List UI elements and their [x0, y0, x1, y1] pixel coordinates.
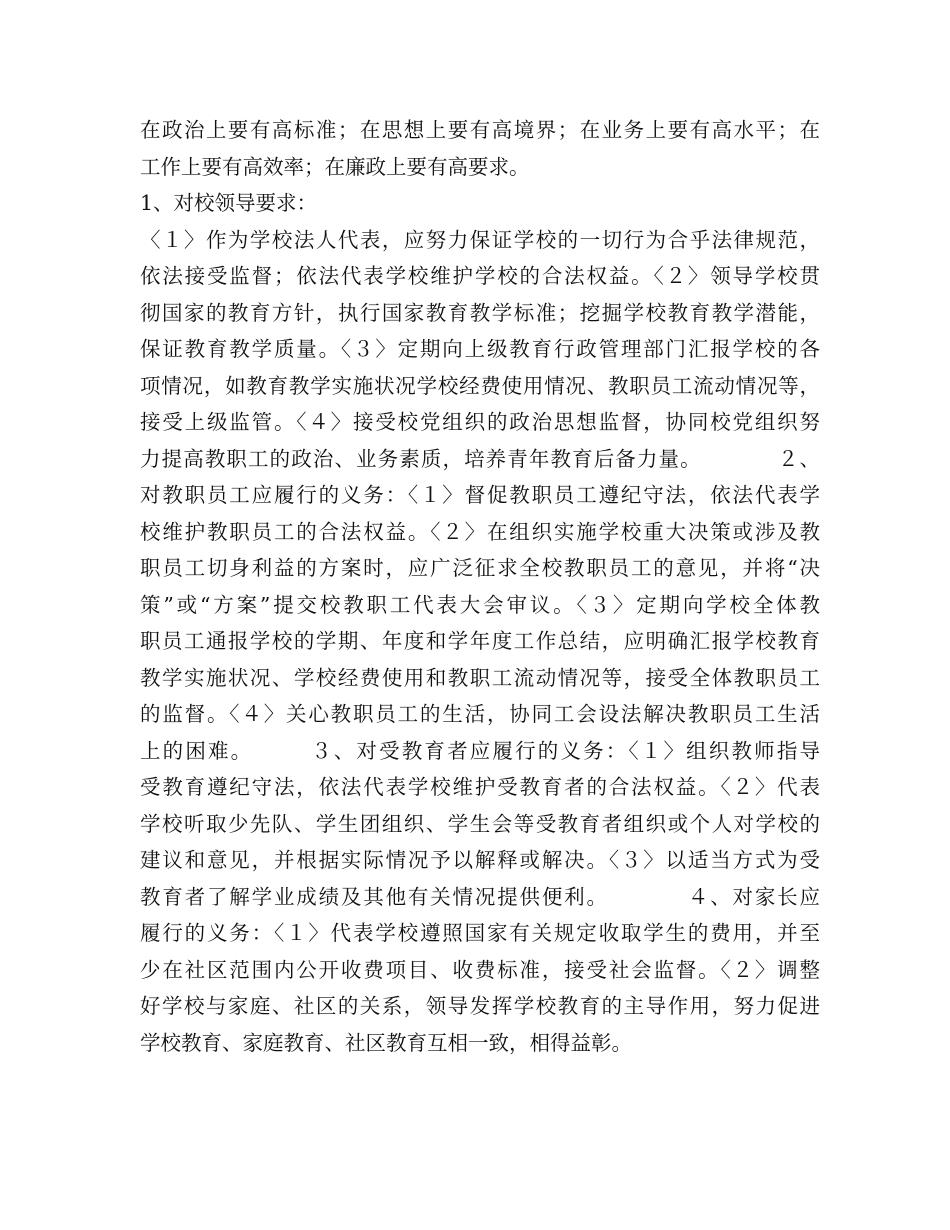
text-line-1: 在政治上要有高标准；在思想上要有高境界；在业务上要有高水平；在 [140, 118, 820, 142]
text-line-6: 彻国家的教育方针，执行国家教育教学标准；挖掘学校教育教学潜能， [140, 300, 820, 325]
text-line-2: 工作上要有高效率；在廉政上要有高要求。 [140, 154, 530, 179]
text-line-13: 职员工切身利益的方案时，应广泛征求全校教职员工的意见，并将“决 [140, 556, 820, 580]
text-line-26: 学校教育、家庭教育、社区教育互相一致，相得益彰。 [140, 1030, 632, 1055]
text-line-19: 受教育遵纪守法，依法代表学校维护受教育者的合法权益。〈２〉代表 [140, 775, 820, 799]
text-line-3: 1、对校领导要求： [140, 191, 318, 215]
text-line-11: 对教职员工应履行的义务：〈１〉督促教职员工遵纪守法，依法代表学 [140, 483, 820, 507]
text-line-18: 上的困难。 ３、对受教育者应履行的义务：〈１〉组织教师指导 [140, 738, 820, 763]
text-line-22: 教育者了解学业成绩及其他有关情况提供便利。 ４、对家长应 [140, 884, 820, 909]
text-line-20: 学校听取少先队、学生团组织、学生会等受教育者组织或个人对学校的 [140, 811, 820, 836]
text-line-17: 的监督。〈４〉关心教职员工的生活，协同工会设法解决教职员工生活 [140, 702, 820, 726]
text-line-24: 少在社区范围内公开收费项目、收费标准，接受社会监督。〈２〉调整 [140, 957, 820, 982]
text-line-21: 建议和意见，并根据实际情况予以解释或解决。〈３〉以适当方式为受 [140, 848, 820, 872]
text-line-7: 保证教育教学质量。〈３〉定期向上级教育行政管理部门汇报学校的各 [140, 337, 820, 361]
text-line-10: 力提高教职工的政治、业务素质，培养青年教育后备力量。 ２、 [140, 446, 820, 471]
text-line-9: 接受上级监管。〈４〉接受校党组织的政治思想监督，协同校党组织努 [140, 410, 820, 434]
text-line-5: 依法接受监督；依法代表学校维护学校的合法权益。〈２〉领导学校贯 [140, 264, 820, 288]
text-line-23: 履行的义务：〈１〉代表学校遵照国家有关规定收取学生的费用，并至 [140, 921, 820, 945]
text-line-12: 校维护教职员工的合法权益。〈２〉在组织实施学校重大决策或涉及教 [140, 519, 820, 544]
text-line-8: 项情况，如教育教学实施状况学校经费使用情况、教职员工流动情况等， [140, 373, 820, 398]
text-line-16: 教学实施状况、学校经费使用和教职工流动情况等，接受全体教职员工 [140, 665, 820, 690]
text-line-15: 职员工通报学校的学期、年度和学年度工作总结，应明确汇报学校教育 [140, 629, 820, 653]
text-line-25: 好学校与家庭、社区的关系，领导发挥学校教育的主导作用，努力促进 [140, 994, 820, 1018]
text-line-4: 〈１〉作为学校法人代表，应努力保证学校的一切行为合乎法律规范， [140, 227, 820, 252]
text-line-14: 策”或“方案”提交校教职工代表大会审议。〈３〉定期向学校全体教 [140, 592, 820, 617]
body-text [140, 112, 820, 1061]
